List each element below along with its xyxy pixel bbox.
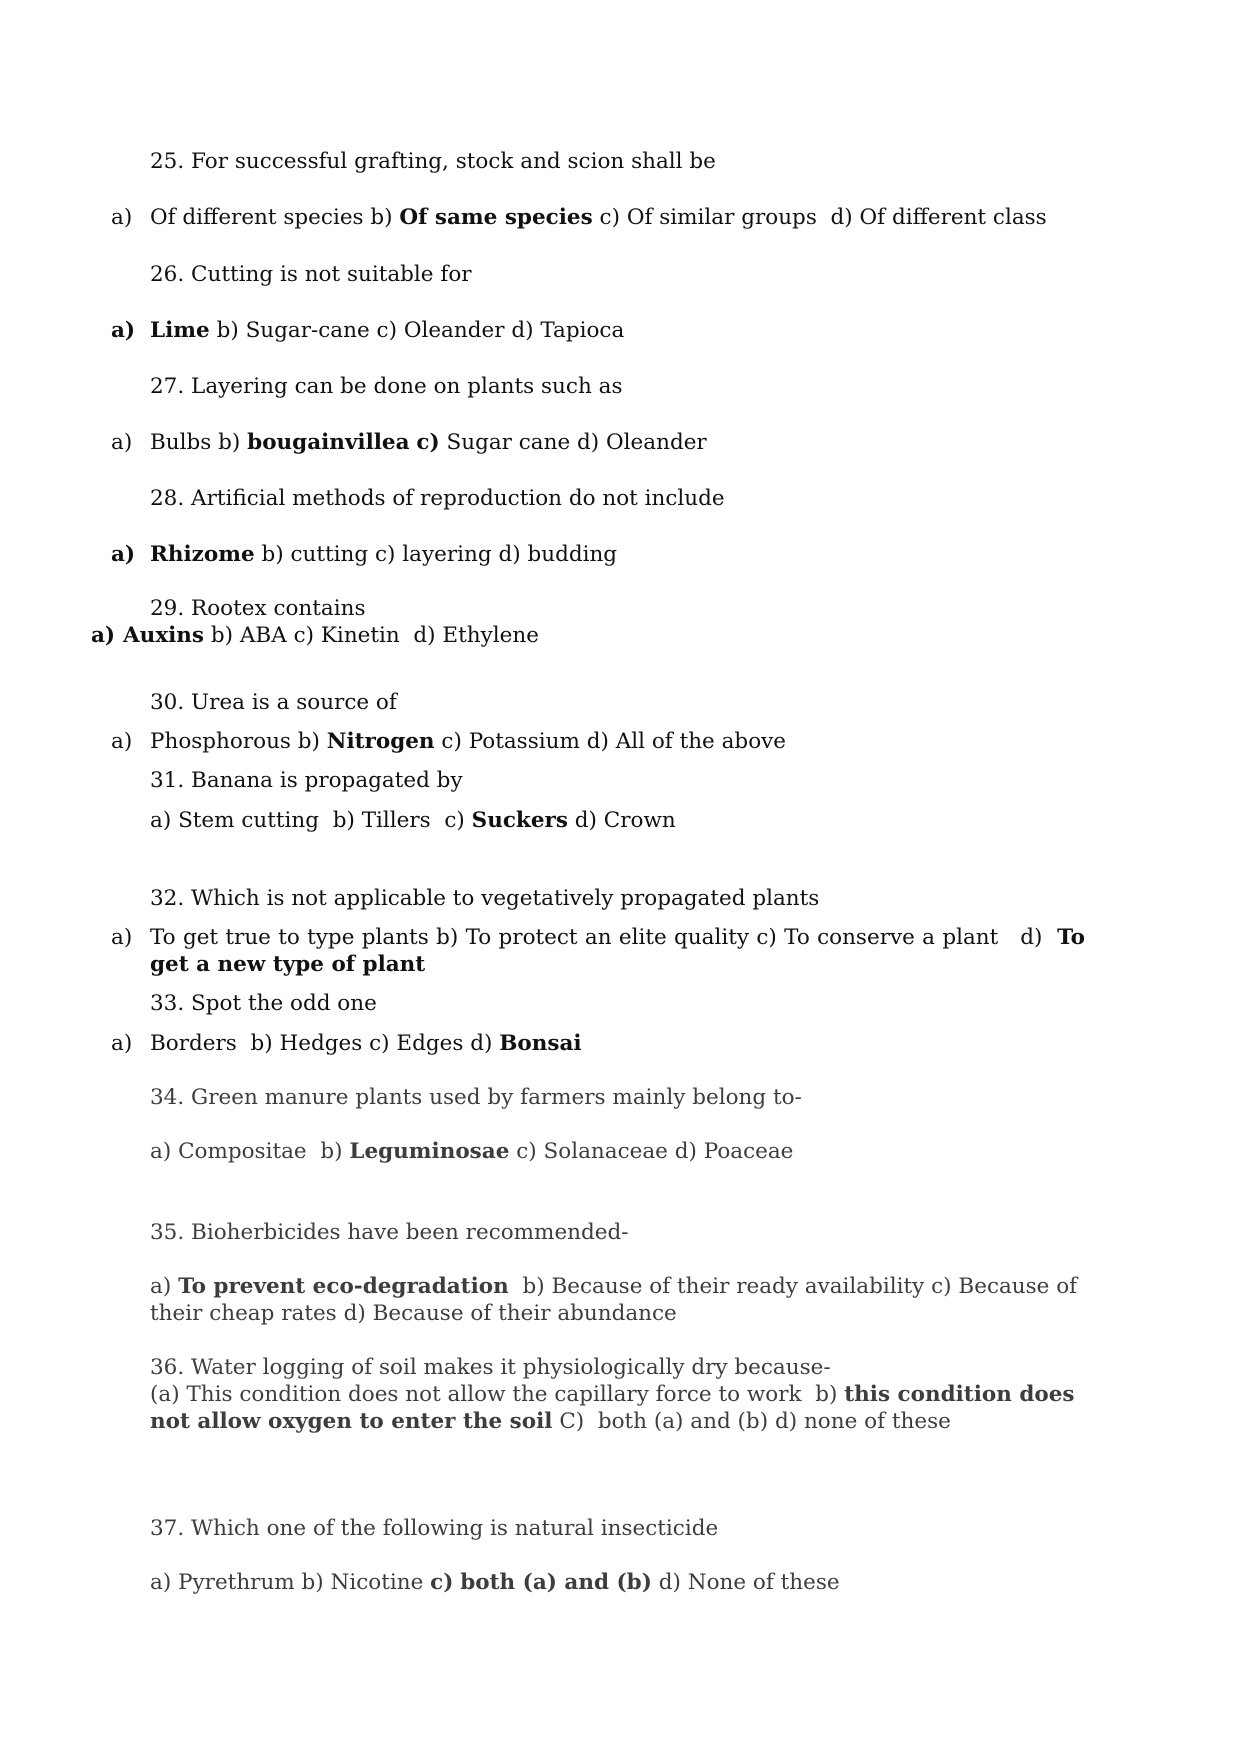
- option-label: c): [375, 542, 396, 567]
- option-label: b): [436, 925, 459, 950]
- option-text-correct: Nitrogen: [326, 729, 435, 754]
- option-label: b): [370, 205, 393, 230]
- option-text: Pyrethrum: [178, 1570, 295, 1595]
- option-text-correct: Rhizome: [150, 542, 255, 567]
- question-text: For successful grafting, stock and scion shall be: [191, 149, 716, 174]
- option-text: budding: [527, 542, 618, 567]
- option-text: This condition does not allow the capillary force to work: [186, 1382, 802, 1407]
- question-26: [150, 261, 472, 288]
- question-text: Layering can be done on plants such as: [191, 374, 623, 399]
- option-text: To conserve a plant: [784, 925, 999, 950]
- option-text-correct: Of same species: [399, 205, 593, 230]
- option-text: Nicotine: [330, 1570, 424, 1595]
- question-text: Which one of the following is natural insecticide: [191, 1516, 719, 1541]
- question-31: [150, 767, 463, 794]
- option-label: a): [111, 925, 133, 950]
- option-text-correct: bougainvillea: [247, 430, 410, 455]
- question-33: [150, 990, 377, 1017]
- question-number: 33.: [150, 991, 185, 1016]
- question-text: Water logging of soil makes it physiologically dry because-: [191, 1355, 831, 1380]
- option-text: Tillers: [361, 808, 431, 833]
- option-text: none of these: [803, 1409, 951, 1434]
- option-label: d): [577, 430, 600, 455]
- option-label: b): [320, 1139, 343, 1164]
- option-label: c): [599, 205, 620, 230]
- option-label: c): [931, 1274, 952, 1299]
- question-number: 32.: [150, 886, 185, 911]
- question-number: 31.: [150, 768, 185, 793]
- question-number: 27.: [150, 374, 185, 399]
- question-27: [150, 373, 622, 400]
- option-text: layering: [402, 542, 492, 567]
- option-text: Tapioca: [540, 318, 625, 343]
- option-text: Sugar cane: [446, 430, 571, 455]
- options-25: [111, 204, 1047, 231]
- option-text: Phosphorous: [150, 729, 291, 754]
- option-text-correct: Bonsai: [499, 1031, 582, 1056]
- question-number: 28.: [150, 486, 185, 511]
- option-label: b): [297, 729, 320, 754]
- option-text: Borders: [150, 1031, 237, 1056]
- option-text: Because of their abundance: [372, 1301, 677, 1326]
- option-label: c): [430, 1570, 454, 1595]
- option-text-correct: To prevent eco-degradation: [178, 1274, 509, 1299]
- question-29: [150, 595, 366, 622]
- option-text: None of these: [687, 1570, 840, 1595]
- option-text: Ethylene: [442, 623, 539, 648]
- option-text: both (a) and (b): [597, 1409, 769, 1434]
- option-label: d): [470, 1031, 493, 1056]
- option-label: c): [516, 1139, 537, 1164]
- option-text: Because of their cheap rates: [150, 1274, 1078, 1326]
- option-text: Kinetin: [320, 623, 400, 648]
- option-label: b): [301, 1570, 324, 1595]
- option-label: b): [332, 808, 355, 833]
- question-number: 30.: [150, 690, 185, 715]
- option-label: b): [250, 1031, 273, 1056]
- option-text: Solanaceae: [543, 1139, 668, 1164]
- option-label: a): [150, 1570, 172, 1595]
- question-36: [150, 1354, 831, 1381]
- option-label: b): [261, 542, 284, 567]
- option-label: d): [586, 729, 609, 754]
- option-text: Potassium: [468, 729, 580, 754]
- question-number: 36.: [150, 1355, 185, 1380]
- option-label: b): [216, 318, 239, 343]
- question-text: Green manure plants used by farmers mainly belong to-: [191, 1085, 802, 1110]
- question-text: Which is not applicable to vegetatively propagated plants: [191, 886, 820, 911]
- option-label: c): [441, 729, 462, 754]
- option-text: Oleander: [403, 318, 505, 343]
- option-text-correct: Lime: [150, 318, 210, 343]
- option-label: b): [210, 623, 234, 648]
- options-32: [150, 924, 1085, 978]
- options-33: [111, 1030, 582, 1057]
- options-36: [150, 1381, 1090, 1435]
- option-label: C): [559, 1409, 585, 1434]
- option-label: (a): [150, 1382, 180, 1407]
- option-label: d): [498, 542, 521, 567]
- option-text: All of the above: [615, 729, 787, 754]
- options-28: [111, 541, 617, 568]
- option-label: d): [1020, 925, 1043, 950]
- question-30: [150, 689, 397, 716]
- option-text: Bulbs: [150, 430, 212, 455]
- option-label: b): [522, 1274, 545, 1299]
- option-label: a): [111, 1031, 133, 1056]
- question-number: 35.: [150, 1220, 185, 1245]
- option-label: c): [416, 430, 440, 455]
- option-text: Oleander: [606, 430, 707, 455]
- option-label: c): [444, 808, 465, 833]
- question-37: [150, 1515, 718, 1542]
- question-32: [150, 885, 819, 912]
- option-text: Of different species: [150, 205, 371, 230]
- option-text: Of different class: [859, 205, 1047, 230]
- option-text: Because of their ready availability: [551, 1274, 925, 1299]
- option-label: c): [376, 318, 397, 343]
- option-label: d): [830, 205, 853, 230]
- question-25: [150, 148, 716, 175]
- question-number: 25.: [150, 149, 185, 174]
- option-text: To get true to type plants: [150, 925, 429, 950]
- options-37: [150, 1569, 840, 1596]
- option-label: a): [91, 623, 116, 648]
- options-34: [150, 1138, 793, 1165]
- option-label: b): [815, 1382, 838, 1407]
- question-text: Banana is propagated by: [191, 768, 463, 793]
- question-text: Bioherbicides have been recommended-: [191, 1220, 629, 1245]
- option-text: Crown: [603, 808, 676, 833]
- options-31: [150, 807, 676, 834]
- question-text: Urea is a source of: [191, 690, 397, 715]
- option-text: Stem cutting: [178, 808, 320, 833]
- question-number: 26.: [150, 262, 185, 287]
- option-text: cutting: [290, 542, 369, 567]
- option-label: a): [111, 430, 133, 455]
- option-text: Edges: [396, 1031, 464, 1056]
- option-label: c): [369, 1031, 390, 1056]
- option-text-correct: Leguminosae: [349, 1139, 510, 1164]
- option-label: c): [293, 623, 315, 648]
- option-label: b): [218, 430, 241, 455]
- question-28: [150, 485, 725, 512]
- option-label: d): [774, 1409, 798, 1434]
- option-label: c): [756, 925, 777, 950]
- question-number: 29.: [150, 596, 185, 621]
- question-text: Spot the odd one: [191, 991, 377, 1016]
- option-text-correct: Suckers: [471, 808, 568, 833]
- option-label: d): [511, 318, 534, 343]
- options-29: [91, 622, 539, 649]
- option-label: a): [111, 205, 133, 230]
- options-35: [150, 1273, 1090, 1327]
- question-35: [150, 1219, 629, 1246]
- option-text: Hedges: [279, 1031, 363, 1056]
- options-26: [111, 317, 624, 344]
- option-label: d): [343, 1301, 366, 1326]
- option-label: d): [658, 1570, 681, 1595]
- options-30: [111, 728, 786, 755]
- option-text: Compositae: [178, 1139, 307, 1164]
- option-label: a): [111, 542, 136, 567]
- question-34: [150, 1084, 802, 1111]
- option-text: Sugar-cane: [245, 318, 370, 343]
- option-text-correct: this condition does not allow oxygen to enter the soil: [150, 1382, 1075, 1434]
- question-text: Rootex contains: [191, 596, 366, 621]
- option-label: a): [150, 808, 172, 833]
- option-text-correct: both (a) and (b): [460, 1570, 652, 1595]
- option-text: To protect an elite quality: [465, 925, 750, 950]
- option-label: d): [674, 1139, 697, 1164]
- option-text: ABA: [239, 623, 287, 648]
- option-text: Poaceae: [703, 1139, 794, 1164]
- option-label: d): [574, 808, 597, 833]
- question-text: Artificial methods of reproduction do not include: [191, 486, 725, 511]
- question-text: Cutting is not suitable for: [191, 262, 472, 287]
- option-text: Of similar groups: [626, 205, 817, 230]
- option-label: a): [111, 318, 136, 343]
- question-number: 37.: [150, 1516, 185, 1541]
- option-text-correct: Auxins: [123, 623, 205, 648]
- question-number: 34.: [150, 1085, 185, 1110]
- options-27: [111, 429, 707, 456]
- option-label: a): [111, 729, 133, 754]
- option-label: d): [413, 623, 436, 648]
- option-label: a): [150, 1139, 172, 1164]
- option-text-correct: To get a new type of plant: [150, 925, 1085, 977]
- option-label: a): [150, 1274, 172, 1299]
